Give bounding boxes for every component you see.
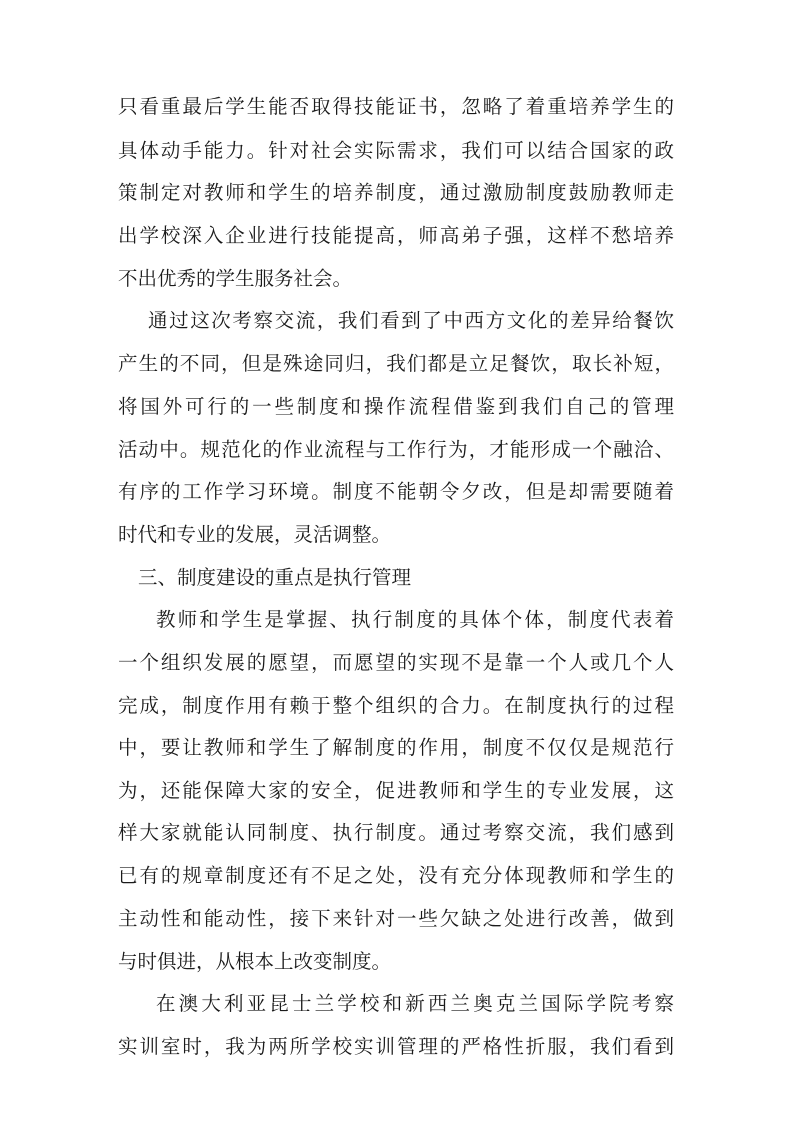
text-line: 不出优秀的学生服务社会。 <box>118 267 353 290</box>
text-line: 将国外可行的一些制度和操作流程借鉴到我们自己的管理 <box>118 395 674 418</box>
text-line: 具体动手能力。针对社会实际需求，我们可以结合国家的政 <box>118 139 674 162</box>
text-line: 活动中。规范化的作业流程与工作行为，才能形成一个融洽、 <box>118 438 674 461</box>
text-line: 有序的工作学习环境。制度不能朝令夕改，但是却需要随着 <box>118 480 674 503</box>
text-line: 教师和学生是掌握、执行制度的具体个体，制度代表着 <box>156 608 674 631</box>
text-line: 三、制度建设的重点是执行管理 <box>138 566 412 589</box>
text-line: 中，要让教师和学生了解制度的作用，制度不仅仅是规范行 <box>118 736 674 759</box>
text-line: 已有的规章制度还有不足之处，没有充分体现教师和学生的 <box>118 864 674 887</box>
text-line: 通过这次考察交流，我们看到了中西方文化的差异给餐饮 <box>148 309 674 332</box>
text-line: 出学校深入企业进行技能提高，师高弟子强，这样不愁培养 <box>118 224 674 247</box>
text-line: 与时俱进，从根本上改变制度。 <box>118 950 392 973</box>
text-line: 策制定对教师和学生的培养制度，通过激励制度鼓励教师走 <box>118 181 674 204</box>
text-line: 在澳大利亚昆士兰学校和新西兰奥克兰国际学院考察 <box>156 992 674 1015</box>
text-line: 完成，制度作用有赖于整个组织的合力。在制度执行的过程 <box>118 694 674 717</box>
text-line: 实训室时，我为两所学校实训管理的严格性折服，我们看到 <box>118 1035 674 1058</box>
text-line: 时代和专业的发展，灵活调整。 <box>118 523 392 546</box>
text-line: 只看重最后学生能否取得技能证书，忽略了着重培养学生的 <box>118 95 674 118</box>
text-line: 为，还能保障大家的安全，促进教师和学生的专业发展，这 <box>118 779 674 802</box>
text-line: 产生的不同，但是殊途同归，我们都是立足餐饮，取长补短， <box>118 352 674 375</box>
text-line: 样大家就能认同制度、执行制度。通过考察交流，我们感到 <box>118 821 674 844</box>
text-line: 一个组织发展的愿望，而愿望的实现不是靠一个人或几个人 <box>118 651 674 674</box>
text-line: 主动性和能动性，接下来针对一些欠缺之处进行改善，做到 <box>118 907 674 930</box>
